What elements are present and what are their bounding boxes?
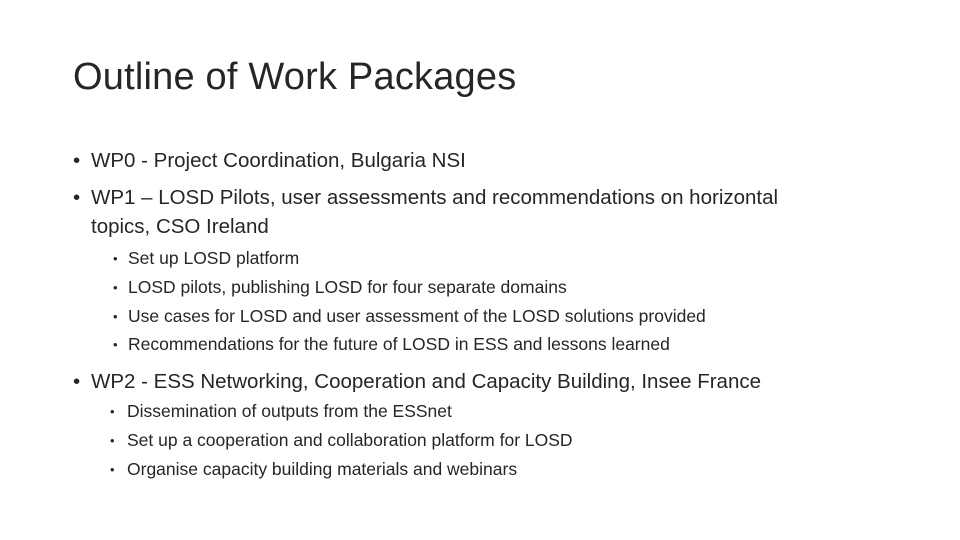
bullet-dot: • xyxy=(113,337,118,352)
bullet-dot: • xyxy=(110,462,115,477)
wp2-subitem-text: Organise capacity building materials and webinars xyxy=(127,459,518,479)
bullet-dot: • xyxy=(73,149,81,172)
wp2-subitem-text: Set up a cooperation and collaboration platform for LOSD xyxy=(127,430,573,450)
wp1-subitem-text: LOSD pilots, publishing LOSD for four separate domains xyxy=(128,277,567,297)
bullet-dot: • xyxy=(73,186,81,209)
bullet-wp1-text-line1: WP1 – LOSD Pilots, user assessments and recommendations on horizontal xyxy=(91,186,779,209)
bullet-wp2-text: WP2 - ESS Networking, Cooperation and Capacity Building, Insee France xyxy=(91,370,762,393)
slide-title: Outline of Work Packages xyxy=(73,56,517,98)
wp1-subitem-text: Recommendations for the future of LOSD in ESS and lessons learned xyxy=(128,334,670,354)
bullet-dot: • xyxy=(110,404,115,419)
bullet-dot: • xyxy=(113,280,118,295)
bullet-dot: • xyxy=(73,370,81,393)
bullet-dot: • xyxy=(113,309,118,324)
bullet-wp0-text: WP0 - Project Coordination, Bulgaria NSI xyxy=(91,149,466,172)
wp1-subitem-text: Use cases for LOSD and user assessment of the LOSD solutions provided xyxy=(128,306,706,326)
wp1-subitem-text: Set up LOSD platform xyxy=(128,248,300,268)
bullet-dot: • xyxy=(113,251,118,266)
wp2-subitem-text: Dissemination of outputs from the ESSnet xyxy=(127,401,452,421)
bullet-wp1-text-line2: topics, CSO Ireland xyxy=(91,215,269,238)
bullet-dot: • xyxy=(110,433,115,448)
